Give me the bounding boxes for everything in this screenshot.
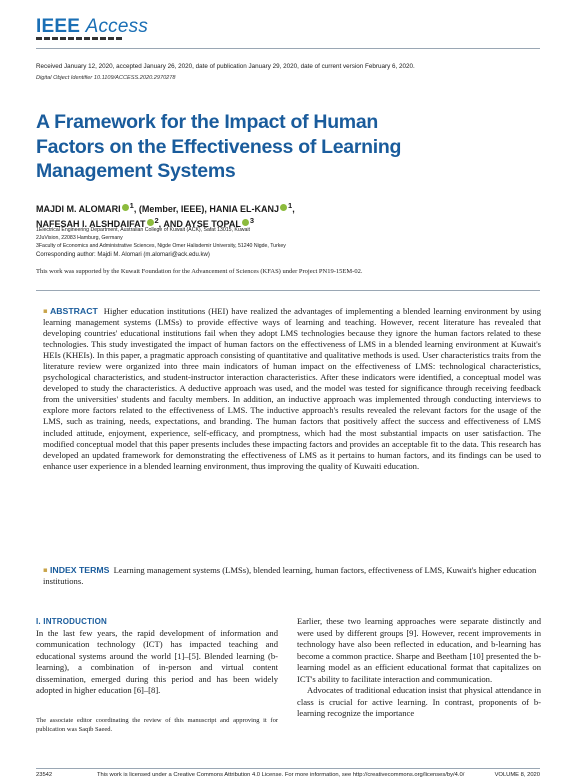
orcid-icon[interactable] [242,219,249,226]
volume: VOLUME 8, 2020 [494,772,540,778]
author-list [36,200,496,230]
author-superscript: 1 [288,201,293,210]
orcid-icon[interactable] [147,219,154,226]
orcid-icon[interactable] [280,204,287,211]
author-separator: , AND [158,219,186,229]
logo-ieee: IEEE [36,16,81,37]
editor-footnote: The associate editor coordinating the review of this manuscript and approving it for publication was Saqib Saeed. [36,717,278,733]
index-terms-text: Learning management systems (LMSs), blended learning, human factors, effectiveness of LMS, Kuwait's higher education institutions. [43,565,537,587]
introduction-text: In the last few years, the rapid development of information and communication technology (ICT) has impacted teaching and educational systems around the world [1]–[5]. Blended learning (b-learning), a combination of in-person and virtual content dissemination, emerged during this period and has been widely adopted in higher education [6]–[8]. [36,627,278,695]
orcid-icon[interactable] [122,204,129,211]
affiliation-3: 3Faculty of Economics and Administrative Sciences, Nigde Omer Halisdemir University, 51240 Nigde, Turkey [36,243,286,249]
license-statement: This work is licensed under a Creative Commons Attribution 4.0 License. For more information, see http://creativecommons.org/licenses/by/4.0/ [97,772,465,778]
header-rule [36,48,540,49]
footer-rule [36,768,540,769]
author-superscript: 1 [129,201,134,210]
corresponding-author: Corresponding author: Majdi M. Alomari (m.alomari@ack.edu.kw) [36,252,210,258]
right-column [297,616,541,720]
section-heading: I. INTRODUCTION [36,617,107,626]
abstract-text: Higher education institutions (HEI) have realized the advantages of implementing a blended learning environment by using learning management systems (LMSs) to provide effective ways of learning and teaching. However, recent literature has revealed that developing countries' educational institutions fail when they adopt LMS technologies because they ignore the human factors related to these technologies. This study investigated the impact of human factors on the effectiveness of LMS in a blended learning environment at Kuwait's HEIs (KHEIs). In this paper, a pragmatic approach consisting of quantitative and qualitative methods is used. User characteristics traits from the literature review were organized into three main indicators of human impact on the effectiveness of LMS: technological characteristics, psychological characteristics, and student-instructor interaction characteristics. After these indicators were identified, a conceptual model was developed to study the characteristics. A deductive approach was used, and the model was tested for significance through receiving feedback from the universities' students and faculty members. In addition, an inductive approach was implemented through conducting interviews to explore more factors related to the effectiveness of LMS. The inductive approach's results revealed the relevant factors for the usage of the LMS, such as training, needs, expectations, and branding. The human factors that positively affect the success and effectiveness of LMS included attitude, enjoyment, experience, self-efficacy, and promptness, which had the most substantial impacts on user satisfaction. The modified conceptual model that this paper presents includes these impacting factors and provides an acceptable fit to the data. This research has developed an updated framework for demonstrating the effectiveness of LMS as it pertains to human factors, and its findings can be used to enhance user experience in a blended learning environment, thus improving the quality of Kuwaiti education. [43,306,541,471]
paragraph: Advocates of traditional education insist that physical attendance in class is crucial for active learning. In contrast, proponents of b-learning recognize the importance [297,685,541,718]
abstract [43,306,541,472]
logo-access: Access [85,16,149,37]
author-separator: , [292,204,295,214]
author-name: HANIA EL-KANJ [209,204,280,214]
journal-logo [36,16,148,38]
author-superscript: 2 [154,216,159,225]
publication-dates: Received January 12, 2020, accepted January 26, 2020, date of publication January 29, 2020, date of current version February 6, 2020. [36,63,415,70]
affiliation-1: 1Electrical Engineering Department, Australian College of Kuwait (ACK), Safat 13015, Kuwait [36,227,250,233]
author-role: , (Member, IEEE), [133,204,210,214]
index-terms [43,565,541,587]
author-name: NAFESAH I. ALSHDAIFAT [36,219,146,229]
logo-tagline-strip [36,37,124,40]
abstract-label: ABSTRACT [50,306,98,316]
author-superscript: 3 [249,216,255,225]
page-number: 23542 [36,772,53,778]
author-name: MAJDI M. ALOMARI [36,204,121,214]
doi: Digital Object Identifier 10.1109/ACCESS.2020.2970278 [36,75,176,81]
paper-title: A Framework for the Impact of Human Factors on the Effectiveness of Learning Management Systems [36,111,402,182]
left-column [36,616,278,697]
affiliation-2: 2JuVision, 22083 Hamburg, Germany [36,235,123,241]
author-name: AYSE TOPAL [185,219,241,229]
ornament-icon: ▪ [43,307,48,315]
ornament-icon: ▪ [43,566,48,574]
index-terms-label: INDEX TERMS [50,565,110,575]
abstract-rule [36,290,540,291]
funding-statement: This work was supported by the Kuwait Foundation for the Advancement of Sciences (KFAS) under Project PN19-15EM-02. [36,268,363,275]
paragraph: Earlier, these two learning approaches were separate distinctly and were used by different groups [9]. However, recent improvements in technology have also been reflected in education, and b-learning has become a common practice. Sharpe and Beetham [10] presented the b-learning model as an efficient educational format that capitalizes on ICT's ability to facilitate interaction and communication. [297,616,541,684]
